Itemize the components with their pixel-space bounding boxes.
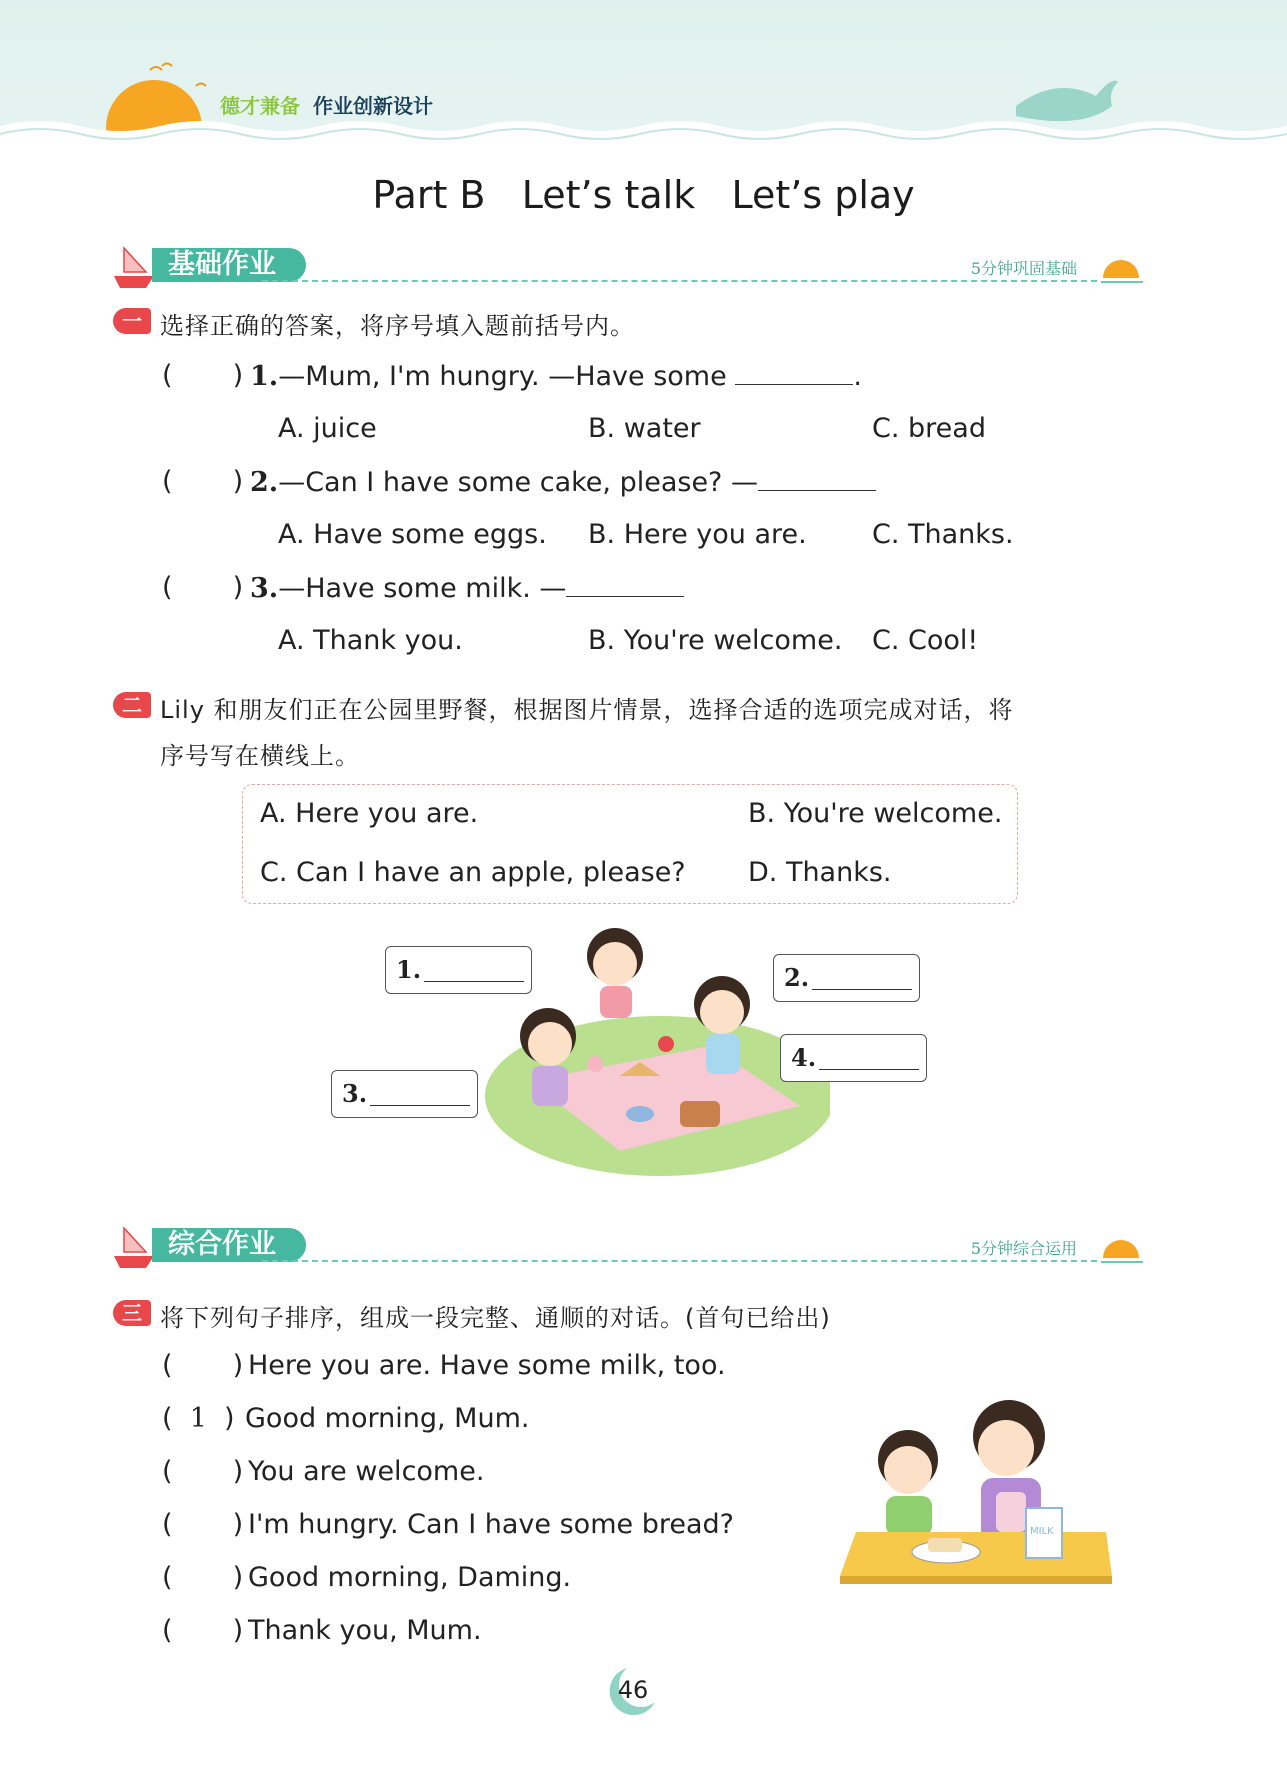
- option: B. water: [588, 413, 701, 444]
- brand-dark-text: 作业创新设计: [313, 94, 433, 118]
- question-2-instruction-line2: 序号写在横线上。: [160, 742, 360, 770]
- option: C. Thanks.: [872, 519, 1014, 550]
- question-number-1: 一: [113, 308, 151, 334]
- sentence: Good morning, Mum.: [245, 1403, 530, 1434]
- section-banner-comprehensive: [112, 1224, 1147, 1274]
- answer-paren[interactable]: ( ): [162, 1562, 244, 1593]
- banner-dashed-line: [262, 1260, 1097, 1262]
- answer-blank[interactable]: [735, 360, 853, 385]
- page-number: 46: [617, 1676, 649, 1704]
- section-label: 基础作业: [152, 248, 306, 282]
- question-1-item-2: 2.—Can I have some cake, please? —: [250, 466, 876, 498]
- option: B. You're welcome.: [588, 625, 843, 656]
- answer-blank[interactable]: [812, 965, 912, 990]
- answer-blank[interactable]: [566, 572, 684, 597]
- section-banner-basic: [112, 244, 1147, 294]
- sunset-icon: [1097, 250, 1147, 290]
- option: C. bread: [872, 413, 986, 444]
- question-2-instruction-line1: Lily 和朋友们正在公园里野餐，根据图片情景，选择合适的选项完成对话，将: [160, 696, 1014, 724]
- answer-paren[interactable]: ( ): [162, 1509, 244, 1540]
- sentence: I'm hungry. Can I have some bread?: [248, 1509, 734, 1540]
- question-number-3: 三: [113, 1300, 151, 1326]
- answer-blank[interactable]: [758, 466, 876, 491]
- question-3-instruction: 将下列句子排序，组成一段完整、通顺的对话。(首句已给出): [160, 1304, 831, 1332]
- page-title: Part B Let’s talk Let’s play: [372, 173, 915, 217]
- speech-bubble-4: 4.: [780, 1034, 927, 1082]
- option: A. Thank you.: [278, 625, 463, 656]
- answer-blank[interactable]: [424, 957, 524, 982]
- choice: C. Can I have an apple, please?: [260, 857, 686, 888]
- whale-icon: [1016, 81, 1118, 122]
- option: A. juice: [278, 413, 377, 444]
- section-note: 5分钟巩固基础: [970, 259, 1077, 278]
- answer-paren[interactable]: ( ): [162, 360, 244, 391]
- choice: B. You're welcome.: [748, 798, 1003, 829]
- answer-paren[interactable]: ( ): [162, 466, 244, 497]
- answer-paren[interactable]: ( ): [162, 1350, 244, 1381]
- option: B. Here you are.: [588, 519, 807, 550]
- speech-bubble-1: 1.: [385, 946, 532, 994]
- answer-paren-given: ( 1 ): [162, 1403, 235, 1434]
- page-header: [0, 0, 1287, 150]
- answer-paren[interactable]: ( ): [162, 1456, 244, 1487]
- sailboat-icon: [112, 244, 156, 292]
- banner-dashed-line: [262, 280, 1097, 282]
- answer-paren[interactable]: ( ): [162, 1615, 244, 1646]
- choice: D. Thanks.: [748, 857, 892, 888]
- breakfast-illustration: [836, 1392, 1126, 1592]
- brand-green-text: 德才兼备: [220, 94, 300, 118]
- sentence: You are welcome.: [248, 1456, 485, 1487]
- sunset-icon: [1097, 1230, 1147, 1270]
- wave-icon: [0, 121, 1287, 150]
- section-label: 综合作业: [152, 1228, 306, 1262]
- answer-blank[interactable]: [819, 1045, 919, 1070]
- milk-label: MILK: [1030, 1526, 1054, 1537]
- option: C. Cool!: [872, 625, 979, 656]
- sentence: Good morning, Daming.: [248, 1562, 572, 1593]
- option: A. Have some eggs.: [278, 519, 547, 550]
- choice: A. Here you are.: [260, 798, 479, 829]
- question-1-instruction: 选择正确的答案，将序号填入题前括号内。: [160, 312, 635, 340]
- question-number-2: 二: [113, 692, 151, 718]
- answer-blank[interactable]: [370, 1081, 470, 1106]
- question-1-item-1: 1.—Mum, I'm hungry. —Have some .: [250, 361, 862, 392]
- sentence: Thank you, Mum.: [248, 1615, 482, 1646]
- speech-bubble-2: 2.: [773, 954, 920, 1002]
- sailboat-icon: [112, 1224, 156, 1272]
- answer-paren[interactable]: ( ): [162, 572, 244, 603]
- header-decoration: [0, 0, 1287, 150]
- speech-bubble-3: 3.: [331, 1070, 478, 1118]
- question-1-item-3: 3.—Have some milk. —: [250, 572, 684, 604]
- section-note: 5分钟综合运用: [970, 1239, 1077, 1258]
- sentence: Here you are. Have some milk, too.: [248, 1350, 726, 1381]
